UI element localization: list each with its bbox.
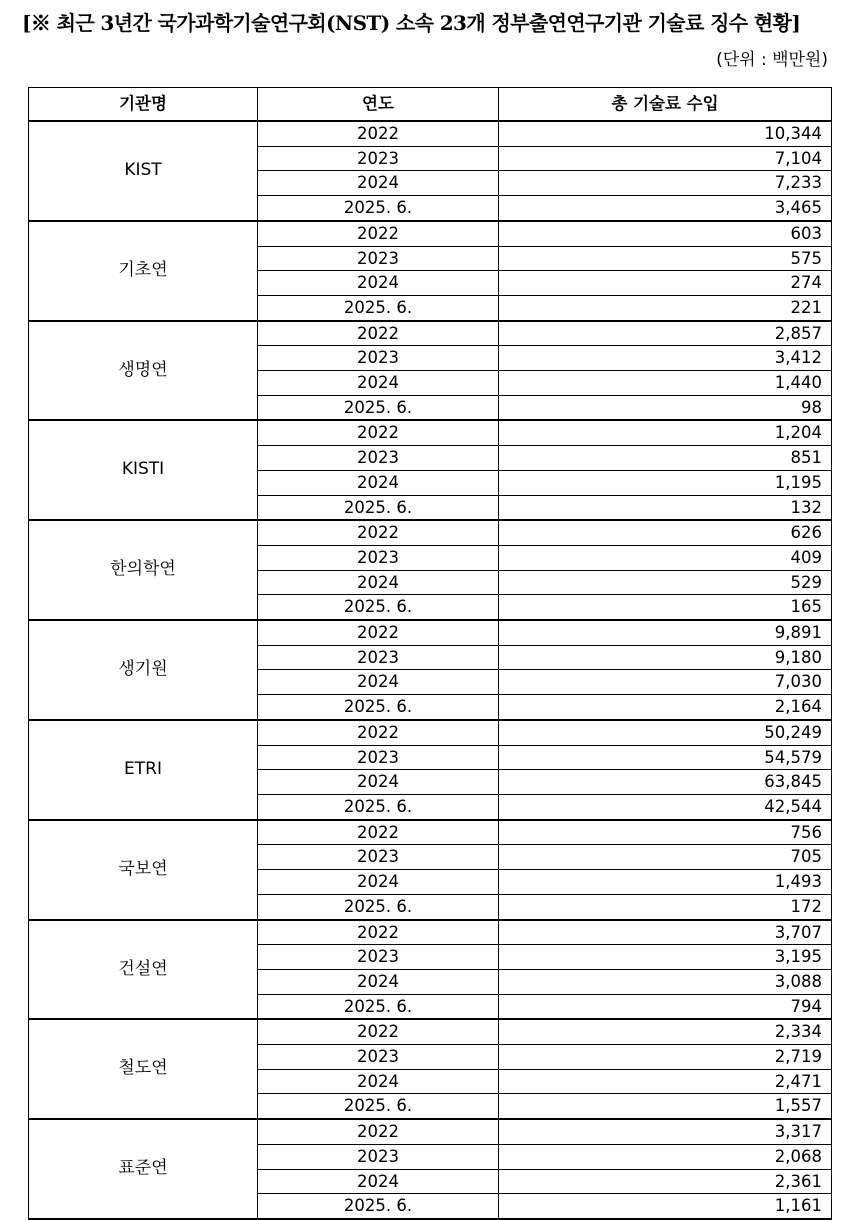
institution-group: [29, 1119, 832, 1219]
revenue-cell: 172: [499, 894, 832, 919]
institution-group: [29, 1019, 832, 1119]
year-cell: 2025. 6.: [258, 994, 499, 1019]
revenue-cell: 2,334: [499, 1019, 832, 1044]
royalty-table: [28, 87, 832, 1220]
revenue-cell: 1,161: [499, 1194, 832, 1219]
revenue-cell: 3,088: [499, 969, 832, 994]
table-row: [29, 920, 832, 945]
year-cell: 2024: [258, 969, 499, 994]
year-cell: 2025. 6.: [258, 794, 499, 819]
institution-name: 표준연: [29, 1119, 258, 1219]
institution-group: [29, 520, 832, 620]
year-cell: 2025. 6.: [258, 196, 499, 221]
document-title: [※ 최근 3년간 국가과학기술연구회(NST) 소속 23개 정부출연연구기관 기술료 징수 현황]: [22, 11, 801, 35]
year-cell: 2023: [258, 1045, 499, 1070]
year-cell: 2022: [258, 420, 499, 445]
year-cell: 2022: [258, 720, 499, 745]
header-revenue: 총 기술료 수입: [499, 88, 832, 122]
revenue-cell: 756: [499, 820, 832, 845]
year-cell: 2023: [258, 146, 499, 171]
year-cell: 2022: [258, 920, 499, 945]
year-cell: 2024: [258, 670, 499, 695]
year-cell: 2022: [258, 1019, 499, 1044]
revenue-cell: 9,180: [499, 645, 832, 670]
revenue-cell: 132: [499, 495, 832, 520]
revenue-cell: 98: [499, 395, 832, 420]
revenue-cell: 54,579: [499, 745, 832, 770]
revenue-cell: 2,164: [499, 695, 832, 720]
revenue-cell: 3,195: [499, 945, 832, 970]
year-cell: 2022: [258, 520, 499, 545]
table-row: [29, 720, 832, 745]
revenue-cell: 2,857: [499, 321, 832, 346]
revenue-cell: 575: [499, 246, 832, 271]
year-cell: 2022: [258, 121, 499, 146]
year-cell: 2022: [258, 820, 499, 845]
revenue-cell: 2,471: [499, 1069, 832, 1094]
unit-note: (단위 : 백만원): [716, 50, 828, 70]
table-row: [29, 620, 832, 645]
institution-group: [29, 720, 832, 820]
revenue-cell: 2,361: [499, 1169, 832, 1194]
table-row: [29, 1119, 832, 1144]
revenue-cell: 1,204: [499, 420, 832, 445]
revenue-cell: 2,068: [499, 1144, 832, 1169]
year-cell: 2025. 6.: [258, 495, 499, 520]
header-year: 연도: [258, 88, 499, 122]
header-institution: 기관명: [29, 88, 258, 122]
revenue-cell: 50,249: [499, 720, 832, 745]
revenue-cell: 1,440: [499, 371, 832, 396]
table-row: [29, 221, 832, 246]
institution-group: [29, 820, 832, 920]
revenue-cell: 626: [499, 520, 832, 545]
revenue-cell: 3,412: [499, 346, 832, 371]
revenue-cell: 603: [499, 221, 832, 246]
year-cell: 2022: [258, 321, 499, 346]
table-row: [29, 420, 832, 445]
year-cell: 2023: [258, 346, 499, 371]
revenue-cell: 3,465: [499, 196, 832, 221]
year-cell: 2022: [258, 221, 499, 246]
year-cell: 2024: [258, 570, 499, 595]
year-cell: 2023: [258, 545, 499, 570]
table-row: [29, 520, 832, 545]
institution-group: [29, 121, 832, 221]
institution-name: 국보연: [29, 820, 258, 920]
institution-name: ETRI: [29, 720, 258, 820]
revenue-cell: 221: [499, 295, 832, 320]
revenue-cell: 1,195: [499, 470, 832, 495]
revenue-cell: 165: [499, 595, 832, 620]
revenue-cell: 1,557: [499, 1094, 832, 1119]
year-cell: 2022: [258, 1119, 499, 1144]
year-cell: 2024: [258, 870, 499, 895]
table-row: [29, 1019, 832, 1044]
institution-name: 생기원: [29, 620, 258, 720]
year-cell: 2025. 6.: [258, 595, 499, 620]
year-cell: 2025. 6.: [258, 695, 499, 720]
revenue-cell: 3,317: [499, 1119, 832, 1144]
year-cell: 2023: [258, 745, 499, 770]
year-cell: 2023: [258, 1144, 499, 1169]
institution-group: [29, 420, 832, 520]
revenue-cell: 7,104: [499, 146, 832, 171]
year-cell: 2023: [258, 246, 499, 271]
institution-name: KIST: [29, 121, 258, 221]
table-row: [29, 820, 832, 845]
institution-group: [29, 321, 832, 421]
year-cell: 2024: [258, 1069, 499, 1094]
institution-name: 한의학연: [29, 520, 258, 620]
revenue-cell: 409: [499, 545, 832, 570]
revenue-cell: 3,707: [499, 920, 832, 945]
table-row: [29, 121, 832, 146]
year-cell: 2023: [258, 845, 499, 870]
year-cell: 2024: [258, 371, 499, 396]
table-row: [29, 321, 832, 346]
institution-group: [29, 920, 832, 1020]
revenue-cell: 7,030: [499, 670, 832, 695]
institution-name: KISTI: [29, 420, 258, 520]
institution-group: [29, 221, 832, 321]
year-cell: 2023: [258, 645, 499, 670]
institution-name: 건설연: [29, 920, 258, 1020]
revenue-cell: 2,719: [499, 1045, 832, 1070]
revenue-cell: 705: [499, 845, 832, 870]
institution-name: 철도연: [29, 1019, 258, 1119]
institution-group: [29, 620, 832, 720]
year-cell: 2024: [258, 271, 499, 296]
header-row: [29, 88, 832, 122]
revenue-cell: 9,891: [499, 620, 832, 645]
revenue-cell: 529: [499, 570, 832, 595]
revenue-cell: 63,845: [499, 770, 832, 795]
year-cell: 2024: [258, 171, 499, 196]
year-cell: 2025. 6.: [258, 1094, 499, 1119]
year-cell: 2025. 6.: [258, 295, 499, 320]
year-cell: 2025. 6.: [258, 894, 499, 919]
revenue-cell: 1,493: [499, 870, 832, 895]
institution-name: 생명연: [29, 321, 258, 421]
revenue-cell: 7,233: [499, 171, 832, 196]
revenue-cell: 42,544: [499, 794, 832, 819]
year-cell: 2024: [258, 470, 499, 495]
revenue-cell: 10,344: [499, 121, 832, 146]
revenue-cell: 851: [499, 446, 832, 471]
revenue-cell: 794: [499, 994, 832, 1019]
institution-name: 기초연: [29, 221, 258, 321]
year-cell: 2024: [258, 1169, 499, 1194]
year-cell: 2025. 6.: [258, 1194, 499, 1219]
revenue-cell: 274: [499, 271, 832, 296]
year-cell: 2025. 6.: [258, 395, 499, 420]
year-cell: 2024: [258, 770, 499, 795]
year-cell: 2023: [258, 446, 499, 471]
year-cell: 2022: [258, 620, 499, 645]
year-cell: 2023: [258, 945, 499, 970]
